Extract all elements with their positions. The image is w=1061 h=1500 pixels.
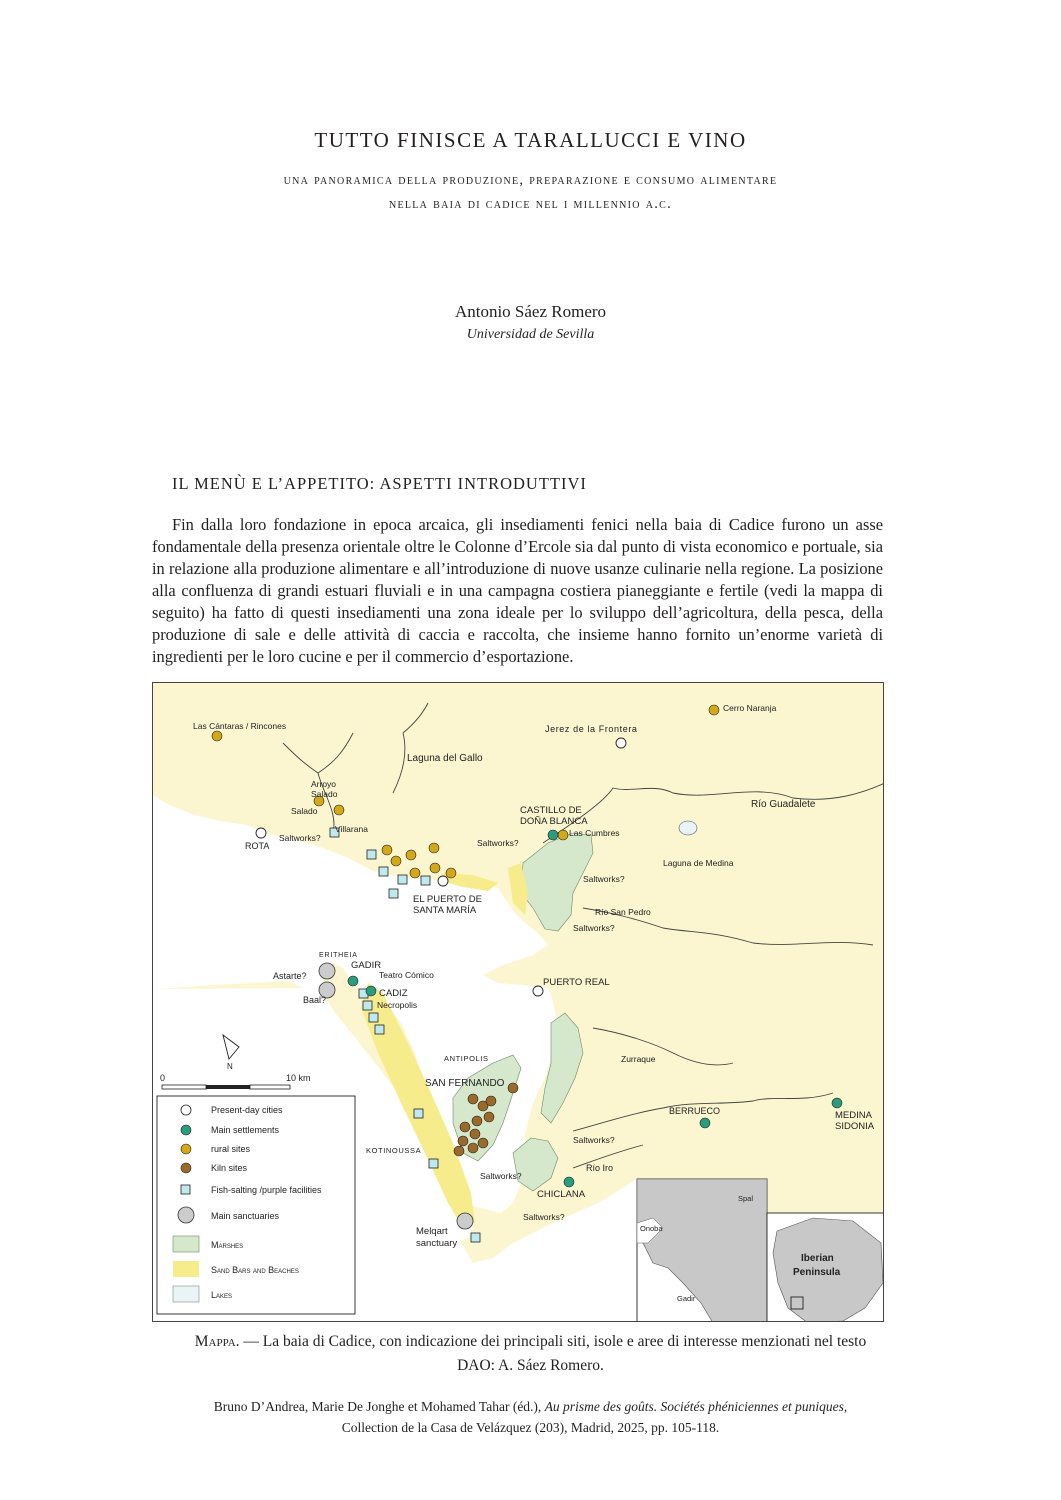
label-saltworks-b: Saltworks? bbox=[573, 923, 615, 933]
label-medina-2: SIDONIA bbox=[835, 1121, 875, 1132]
subtitle-line-1: una panoramica della produzione, preparazione e consumo alimentare bbox=[283, 172, 778, 188]
scale-10km: 10 km bbox=[286, 1073, 311, 1083]
label-saltworks-rota: Saltworks? bbox=[279, 833, 321, 843]
label-villarana: Villarana bbox=[335, 824, 368, 834]
label-melqart-1: Melqart bbox=[416, 1226, 448, 1237]
label-zurraque: Zurraque bbox=[621, 1054, 656, 1064]
label-saltworks-e: Saltworks? bbox=[523, 1212, 565, 1222]
label-salado: Salado bbox=[291, 806, 318, 816]
inset-label-spal: Spal bbox=[738, 1194, 754, 1203]
label-melqart-2: sanctuary bbox=[416, 1238, 458, 1249]
legend-label-4: Fish-salting /purple facilities bbox=[211, 1185, 322, 1195]
label-necropolis: Necropolis bbox=[377, 1000, 418, 1010]
label-laguna-medina: Laguna de Medina bbox=[663, 858, 734, 868]
legend-label-6: Marshes bbox=[211, 1240, 244, 1250]
label-arroyo-2: Salado bbox=[311, 789, 338, 799]
label-baal: Baal? bbox=[303, 995, 327, 1005]
label-saltworks-c: Saltworks? bbox=[573, 1135, 615, 1145]
subtitle-line-2: nella baia di cadice nel i millennio a.c. bbox=[388, 196, 673, 212]
footer-book-title: Au prisme des goûts. Sociétés phéniciennes et puniques, bbox=[544, 1399, 848, 1414]
scale-zero: 0 bbox=[160, 1073, 166, 1083]
label-san-fernando: SAN FERNANDO bbox=[425, 1078, 505, 1089]
label-cantaras: Las Cántaras / Rincones bbox=[193, 721, 287, 731]
label-puerto-2: SANTA MARÍA bbox=[413, 905, 477, 916]
caption-label: Mappa. bbox=[194, 1333, 240, 1350]
section-heading: IL MENÙ E L’APPETITO: ASPETTI INTRODUTTIVI bbox=[172, 474, 587, 493]
page-title: TUTTO FINISCE A TARALLUCCI E VINO bbox=[314, 128, 747, 152]
legend-symbol-kiln-sites bbox=[181, 1163, 191, 1173]
inset-label-iberian-1: Iberian bbox=[801, 1253, 834, 1264]
body-paragraph: Fin dalla loro fondazione in epoca arcaica, gli insediamenti fenici nella baia di Cadice furono un asse fondamentale della presenza orientale oltre le Colonne d’Ercole sia dal punto di vista economico e portuale, sia in relazione alla produzione alimentare e all’introduzione di nuove usanze culinarie nella regione. La posizione alla confluenza di grandi estuari fluviali e in una campagna costiera pianeggiante e fertile (vedi la mappa di seguito) ha fatto di questi insediamenti una zona ideale per lo sviluppo dell’agricoltura, della pesca, della produzione di sale e delle attività di caccia e raccolta, che insieme hanno fornito un’enorme varietà di ingredienti per le loro cucine e per il commercio d’esportazione. bbox=[152, 515, 883, 666]
label-guadalete: Río Guadalete bbox=[751, 799, 816, 810]
label-rio-iro: Río Iro bbox=[586, 1163, 614, 1173]
label-kotinoussa: KOTINOUSSA bbox=[366, 1146, 422, 1155]
label-castillo-1: CASTILLO DE bbox=[520, 805, 582, 816]
inset-label-gadir: Gadir bbox=[677, 1294, 696, 1303]
label-castillo-2: DOÑA BLANCA bbox=[520, 816, 588, 827]
label-saltworks-castillo: Saltworks? bbox=[477, 838, 519, 848]
map-svg bbox=[153, 683, 884, 1322]
label-gadir: GADIR bbox=[351, 960, 382, 971]
label-rota: ROTA bbox=[245, 841, 270, 851]
label-puerto-real: PUERTO REAL bbox=[543, 977, 610, 988]
legend bbox=[157, 1096, 355, 1314]
label-saltworks-d: Saltworks? bbox=[480, 1171, 522, 1181]
legend-label-1: Main settlements bbox=[211, 1125, 280, 1135]
legend-symbol-lakes bbox=[173, 1286, 199, 1302]
label-teatro: Teatro Cómico bbox=[379, 970, 434, 980]
north-label: N bbox=[227, 1062, 233, 1071]
legend-symbol-fish-salting bbox=[181, 1185, 190, 1194]
legend-label-8: Lakes bbox=[211, 1290, 233, 1300]
label-san-pedro: Río San Pedro bbox=[595, 907, 651, 917]
label-chiclana: CHICLANA bbox=[537, 1189, 586, 1200]
footer-editors: Bruno D’Andrea, Marie De Jonghe et Mohamed Tahar (éd.), bbox=[213, 1399, 545, 1414]
footer-collection: Collection de la Casa de Velázquez (203), Madrid, 2025, pp. 105-118. bbox=[341, 1420, 720, 1435]
legend-label-3: Kiln sites bbox=[211, 1163, 248, 1173]
legend-symbol-rural-sites bbox=[181, 1144, 191, 1154]
legend-label-2: rural sites bbox=[211, 1144, 251, 1154]
legend-label-7: Sand Bars and Beaches bbox=[211, 1265, 299, 1275]
caption-text: — La baia di Cadice, con indicazione dei principali siti, isole e aree di interesse menzionati nel testo bbox=[239, 1333, 867, 1350]
label-eritheia: ERITHEIA bbox=[319, 952, 358, 959]
lake-medina bbox=[679, 821, 697, 835]
label-cerro: Cerro Naranja bbox=[723, 703, 777, 713]
label-cumbres: Las Cumbres bbox=[569, 828, 620, 838]
caption-credit: DAO: A. Sáez Romero. bbox=[457, 1357, 604, 1374]
legend-symbol-present-day-cities bbox=[181, 1105, 191, 1115]
author-affiliation: Universidad de Sevilla bbox=[466, 327, 595, 342]
map-figure bbox=[152, 682, 884, 1322]
label-saltworks-a: Saltworks? bbox=[583, 874, 625, 884]
inset-label-onoba: Onoba bbox=[640, 1224, 663, 1233]
scale-bar bbox=[162, 1085, 290, 1089]
legend-symbol-sand bbox=[173, 1261, 199, 1277]
label-jerez: Jerez de la Frontera bbox=[545, 724, 638, 734]
legend-symbol-marshes bbox=[173, 1236, 199, 1252]
legend-symbol-main-settlements bbox=[181, 1125, 191, 1135]
label-medina-1: MEDINA bbox=[835, 1110, 872, 1121]
legend-label-0: Present-day cities bbox=[211, 1105, 283, 1115]
legend-label-5: Main sanctuaries bbox=[211, 1211, 280, 1221]
label-berrueco: BERRUECO bbox=[669, 1106, 721, 1116]
author-name: Antonio Sáez Romero bbox=[454, 302, 607, 321]
label-puerto-1: EL PUERTO DE bbox=[413, 894, 482, 905]
label-arroyo-1: Arroyo bbox=[311, 779, 337, 789]
inset-label-iberian-2: Peninsula bbox=[793, 1267, 841, 1278]
label-astarte: Astarte? bbox=[273, 971, 307, 981]
label-antipolis: ANTIPOLIS bbox=[444, 1054, 489, 1063]
figure-caption bbox=[100, 1330, 961, 1378]
citation-footer bbox=[80, 1396, 981, 1438]
legend-symbol-sanctuary-icon bbox=[178, 1207, 194, 1223]
label-cadiz: CADIZ bbox=[379, 988, 408, 999]
label-laguna-gallo: Laguna del Gallo bbox=[407, 753, 483, 764]
